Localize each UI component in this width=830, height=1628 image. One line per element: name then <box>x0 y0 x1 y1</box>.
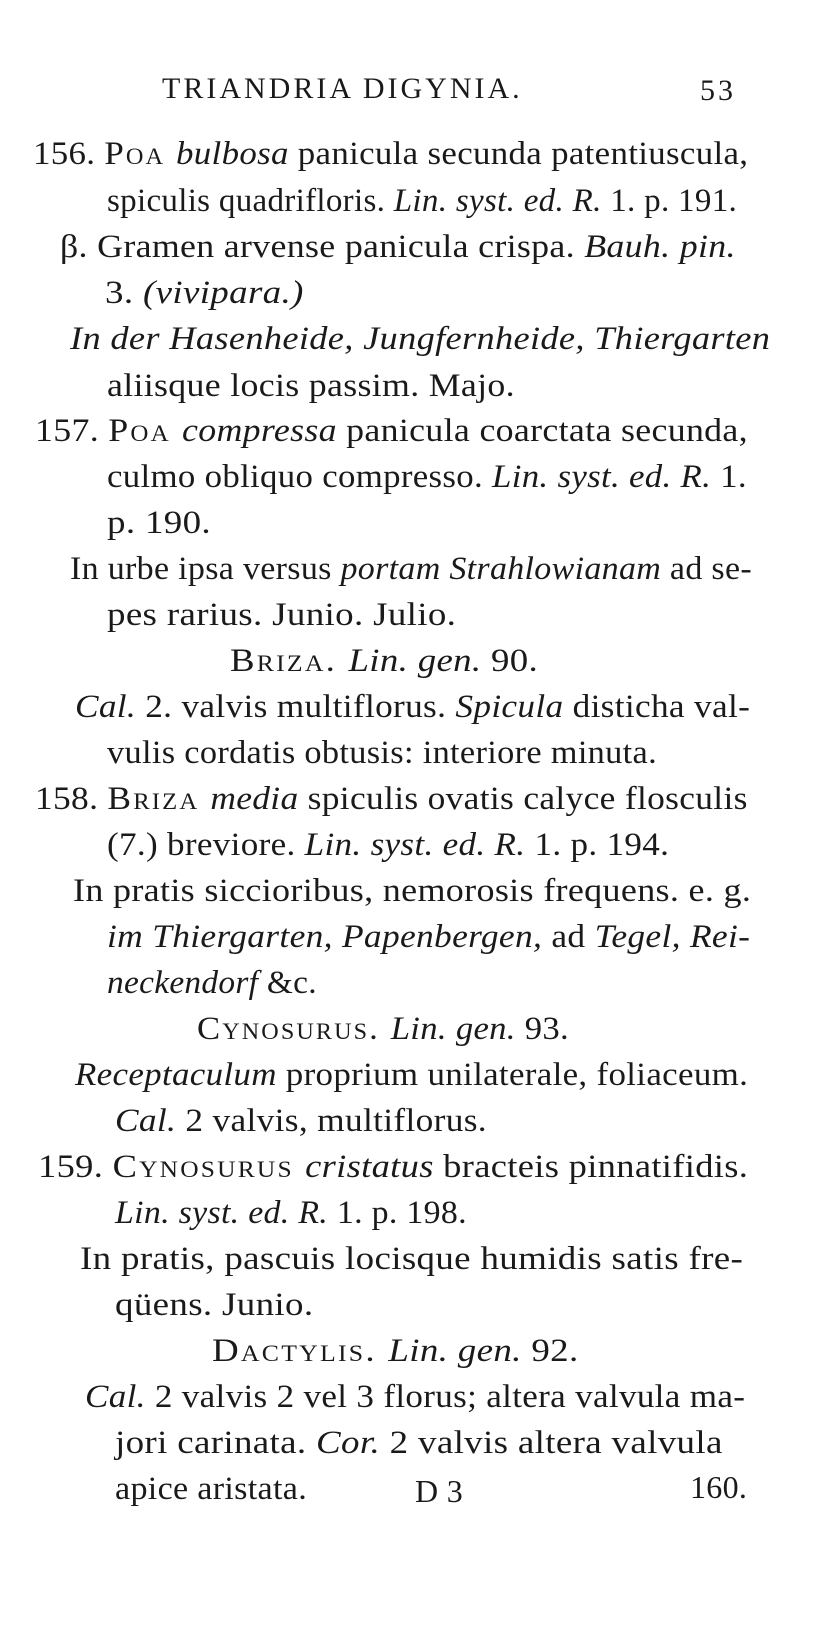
italic-text: Lin. gen. <box>388 1333 522 1369</box>
roman-text: (7.) breviore. <box>107 827 305 863</box>
italic-text: compressa <box>181 413 337 449</box>
text-line <box>107 365 515 407</box>
text-line <box>115 1100 487 1142</box>
roman-text: 90. <box>481 643 539 679</box>
italic-text: In der Hasenheide, Jungfernheide, Thiergarten <box>70 321 771 357</box>
roman-text: 1. p. 194. <box>525 827 670 863</box>
roman-text: proprium unilaterale, foliaceum. <box>276 1057 749 1093</box>
roman-text: β. <box>60 229 98 265</box>
roman-text: 1. <box>711 459 747 495</box>
roman-text: qüens. Junio. <box>115 1287 314 1323</box>
page-number: 53 <box>700 74 736 107</box>
roman-text: apice aristata. <box>115 1471 308 1507</box>
italic-text: (vivipara.) <box>142 275 304 311</box>
roman-text: In urbe ipsa versus <box>70 551 341 587</box>
text-line <box>115 1192 467 1234</box>
text-line <box>115 1468 307 1510</box>
catchword: 160. <box>690 1469 748 1505</box>
text-line <box>73 870 751 912</box>
text-line <box>85 1376 745 1418</box>
italic-text: Lin. gen. <box>390 1011 516 1047</box>
roman-text: 92. <box>521 1333 579 1369</box>
roman-text: spiculis ovatis calyce flosculis <box>298 781 748 817</box>
roman-text: Gramen arvense panicula crispa. <box>97 229 585 265</box>
roman-text: In pratis siccioribus, nemorosis frequens. e. g. <box>73 873 752 909</box>
roman-text: 2 valvis altera valvula <box>380 1425 723 1461</box>
italic-text: Cor. <box>316 1425 381 1461</box>
italic-text: Lin. syst. ed. R. <box>304 827 526 863</box>
text-line <box>107 594 456 636</box>
text-line <box>35 410 748 452</box>
text-line <box>75 686 750 728</box>
text-line <box>38 1146 748 1188</box>
italic-text: Lin. syst. ed. R. <box>115 1195 329 1231</box>
small-caps-name: Poa <box>104 136 177 172</box>
italic-text: Cal. <box>85 1379 146 1415</box>
roman-text: 2 valvis, multiflorus. <box>176 1103 487 1139</box>
text-line <box>107 456 747 498</box>
italic-text: Bauh. pin. <box>584 229 736 265</box>
small-caps-name: Briza. <box>230 643 349 679</box>
roman-text: 3. <box>105 275 143 311</box>
text-line <box>80 1238 743 1280</box>
roman-text: 157. <box>35 413 109 449</box>
roman-text: disticha val- <box>563 689 751 725</box>
text-line <box>107 962 317 1004</box>
italic-text: Lin. syst. ed. R. <box>492 459 712 495</box>
roman-text: vulis cordatis obtusis: interiore minuta. <box>107 735 657 771</box>
text-line <box>70 548 752 590</box>
italic-text: im Thiergarten, Papenbergen, <box>107 919 543 955</box>
roman-text: bracteis pinnatifidis. <box>433 1149 749 1185</box>
text-line <box>107 916 750 958</box>
text-line <box>230 640 538 682</box>
italic-text: cristatus <box>305 1149 434 1185</box>
small-caps-name: Poa <box>108 413 182 449</box>
text-line <box>107 502 211 544</box>
text-line <box>197 1008 569 1050</box>
roman-text: ad se- <box>661 551 753 587</box>
italic-text: Tegel, Rei- <box>594 919 751 955</box>
text-line <box>107 732 657 774</box>
text-line <box>115 1284 313 1326</box>
small-caps-name: Cynosurus. <box>197 1011 391 1047</box>
italic-text: Receptaculum <box>75 1057 277 1093</box>
roman-text: culmo obliquo compresso. <box>107 459 493 495</box>
text-line <box>107 824 669 866</box>
italic-text: Lin. gen. <box>348 643 482 679</box>
italic-text: Lin. syst. ed. R. <box>393 183 602 219</box>
roman-text: &c. <box>258 965 317 1001</box>
roman-text: 93. <box>515 1011 570 1047</box>
italic-text: neckendorf <box>107 965 259 1001</box>
italic-text: Cal. <box>115 1103 177 1139</box>
italic-text: portam Strahlowianam <box>340 551 662 587</box>
italic-text: Cal. <box>75 689 137 725</box>
text-line <box>33 133 748 175</box>
roman-text: 158. <box>35 781 108 817</box>
roman-text: panicula coarctata secunda, <box>336 413 748 449</box>
italic-text: bulbosa <box>176 136 289 172</box>
text-line <box>212 1330 579 1372</box>
roman-text: In pratis, pascuis locisque humidis satis fre- <box>80 1241 744 1277</box>
roman-text: 156. <box>33 136 105 172</box>
roman-text: pes rarius. Junio. Julio. <box>107 597 457 633</box>
small-caps-name: Dactylis. <box>212 1333 389 1369</box>
italic-text: media <box>210 781 299 817</box>
text-line <box>75 1054 748 1096</box>
text-line <box>60 226 736 268</box>
running-title: TRIANDRIA DIGYNIA. <box>162 72 523 105</box>
text-line <box>115 1422 723 1464</box>
italic-text: Spicula <box>455 689 564 725</box>
text-line <box>105 272 304 314</box>
roman-text: 2 valvis 2 vel 3 florus; altera valvula ma- <box>145 1379 746 1415</box>
roman-text: jori carinata. <box>115 1425 317 1461</box>
small-caps-name: Briza <box>107 781 211 817</box>
signature-mark: D 3 <box>415 1473 464 1509</box>
roman-text: aliisque locis passim. Majo. <box>107 368 515 404</box>
roman-text: 159. <box>38 1149 113 1185</box>
roman-text: ad <box>542 919 595 955</box>
roman-text: spiculis quadrifloris. <box>107 183 394 219</box>
roman-text: p. 190. <box>107 505 212 541</box>
roman-text: 1. p. 191. <box>601 183 738 219</box>
text-line <box>35 778 748 820</box>
small-caps-name: Cynosurus <box>112 1149 306 1185</box>
roman-text: panicula secunda patentiuscula, <box>288 136 749 172</box>
text-line <box>107 180 737 222</box>
text-line <box>70 318 770 360</box>
roman-text: 2. valvis multiflorus. <box>136 689 456 725</box>
roman-text: 1. p. 198. <box>328 1195 467 1231</box>
